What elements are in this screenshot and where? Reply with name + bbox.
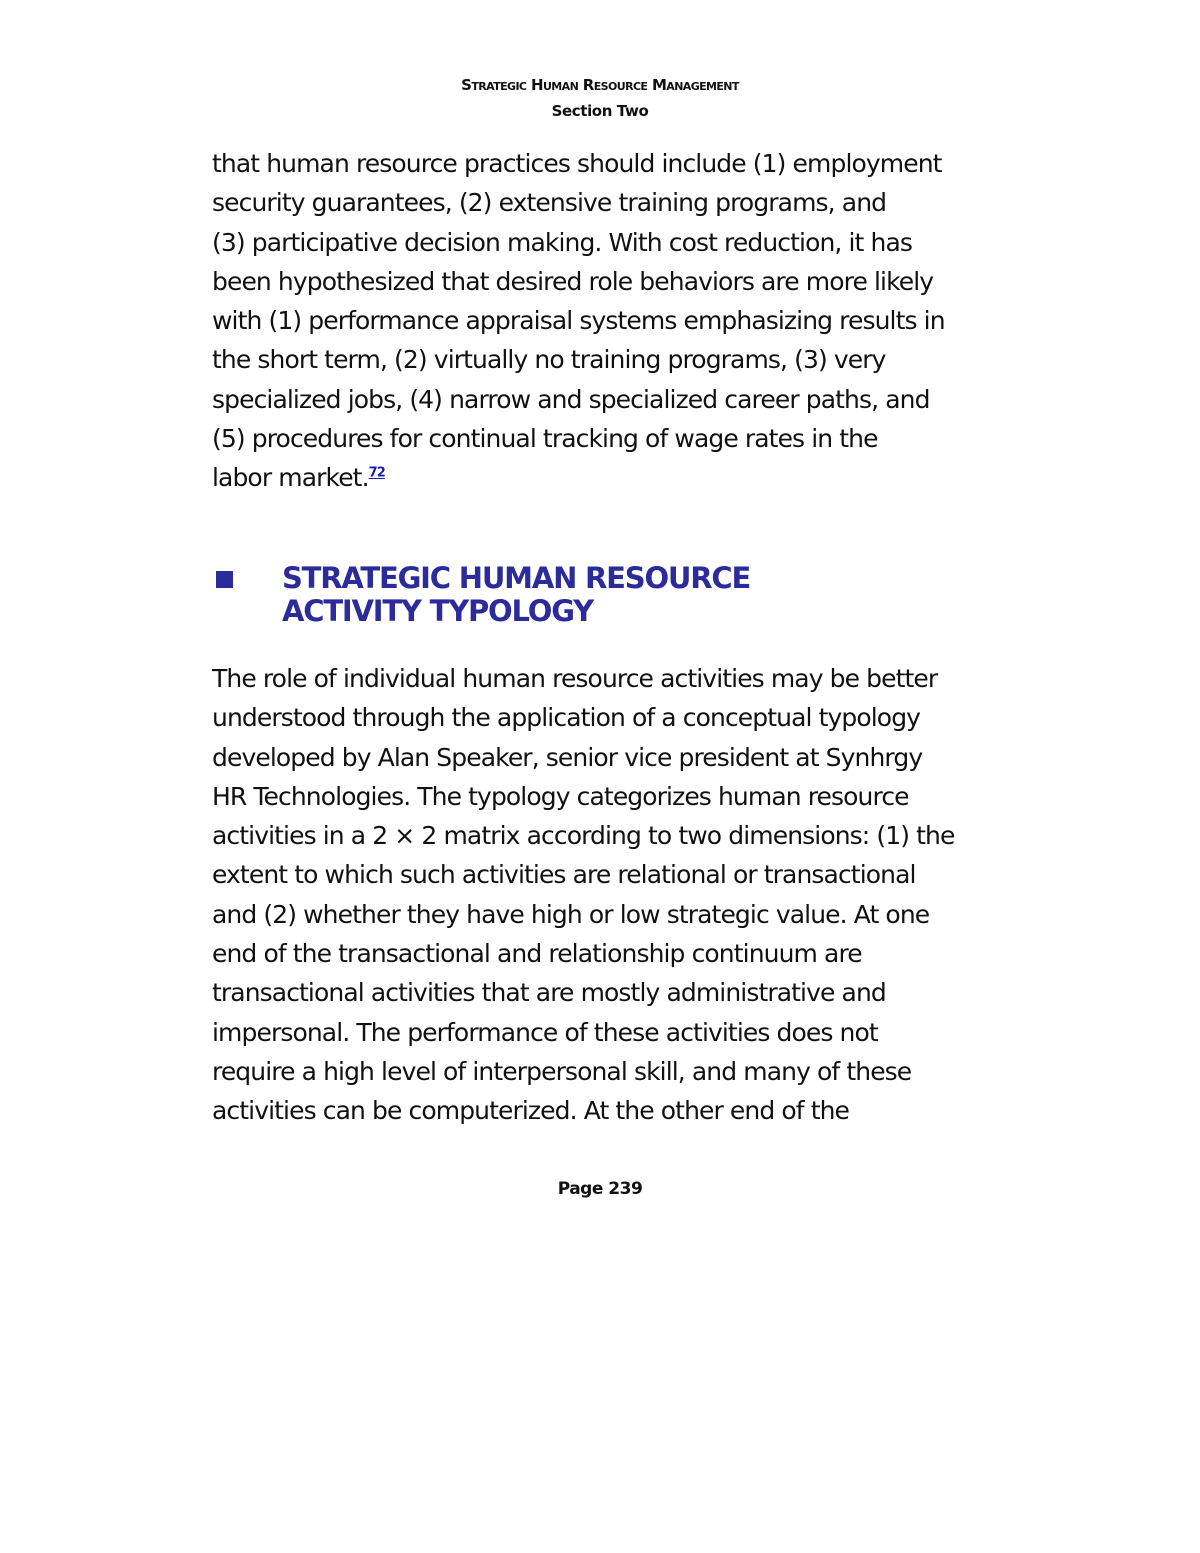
book-title: Strategic Human Resource Management (461, 76, 739, 94)
paragraph-line: the short term, (2) virtually no training programs, (3) very (212, 345, 886, 375)
footnote-link[interactable]: 72 (368, 466, 385, 482)
paragraph-line: specialized jobs, (4) narrow and specialized career paths, and (212, 384, 930, 414)
paragraph-line: with (1) performance appraisal systems emphasizing results in (212, 306, 945, 336)
heading-line: STRATEGIC HUMAN RESOURCE (282, 561, 751, 595)
paragraph-line: extent to which such activities are relational or transactional (212, 860, 916, 890)
paragraph-line: require a high level of interpersonal skill, and many of these (212, 1056, 912, 1086)
paragraph-line: developed by Alan Speaker, senior vice president at Synhrgy (212, 742, 923, 772)
paragraph-line: activities in a 2 × 2 matrix according to two dimensions: (1) the (212, 821, 955, 851)
paragraph-line-text: labor market. (212, 463, 369, 493)
body-paragraph-1 (212, 144, 1012, 498)
paragraph-line: transactional activities that are mostly administrative and (212, 978, 886, 1008)
section-label: Section Two (551, 102, 649, 120)
paragraph-line: and (2) whether they have high or low strategic value. At one (212, 899, 930, 929)
paragraph-line: (3) participative decision making. With cost reduction, it has (212, 227, 912, 257)
section-heading-text (282, 562, 750, 628)
page-number: Page 239 (557, 1179, 643, 1199)
paragraph-line: (5) procedures for continual tracking of wage rates in the (212, 424, 878, 454)
paragraph-line: end of the transactional and relationship continuum are (212, 939, 862, 969)
body-paragraph-2 (212, 659, 1012, 1131)
paragraph-line: that human resource practices should include (1) employment (212, 149, 942, 178)
paragraph-line-last (212, 458, 1012, 497)
square-bullet-icon (216, 571, 233, 588)
paragraph-line: The role of individual human resource activities may be better (212, 664, 938, 693)
heading-line: ACTIVITY TYPOLOGY (282, 594, 593, 628)
paragraph-line: impersonal. The performance of these activities does not (212, 1017, 878, 1047)
running-header (0, 72, 1200, 124)
paragraph-line: security guarantees, (2) extensive training programs, and (212, 188, 887, 218)
paragraph-line: been hypothesized that desired role behaviors are more likely (212, 266, 934, 296)
paragraph-line: activities can be computerized. At the other end of the (212, 1096, 850, 1126)
section-heading (212, 562, 1012, 632)
paragraph-line: HR Technologies. The typology categorizes human resource (212, 781, 909, 811)
paragraph-line: understood through the application of a conceptual typology (212, 703, 921, 733)
